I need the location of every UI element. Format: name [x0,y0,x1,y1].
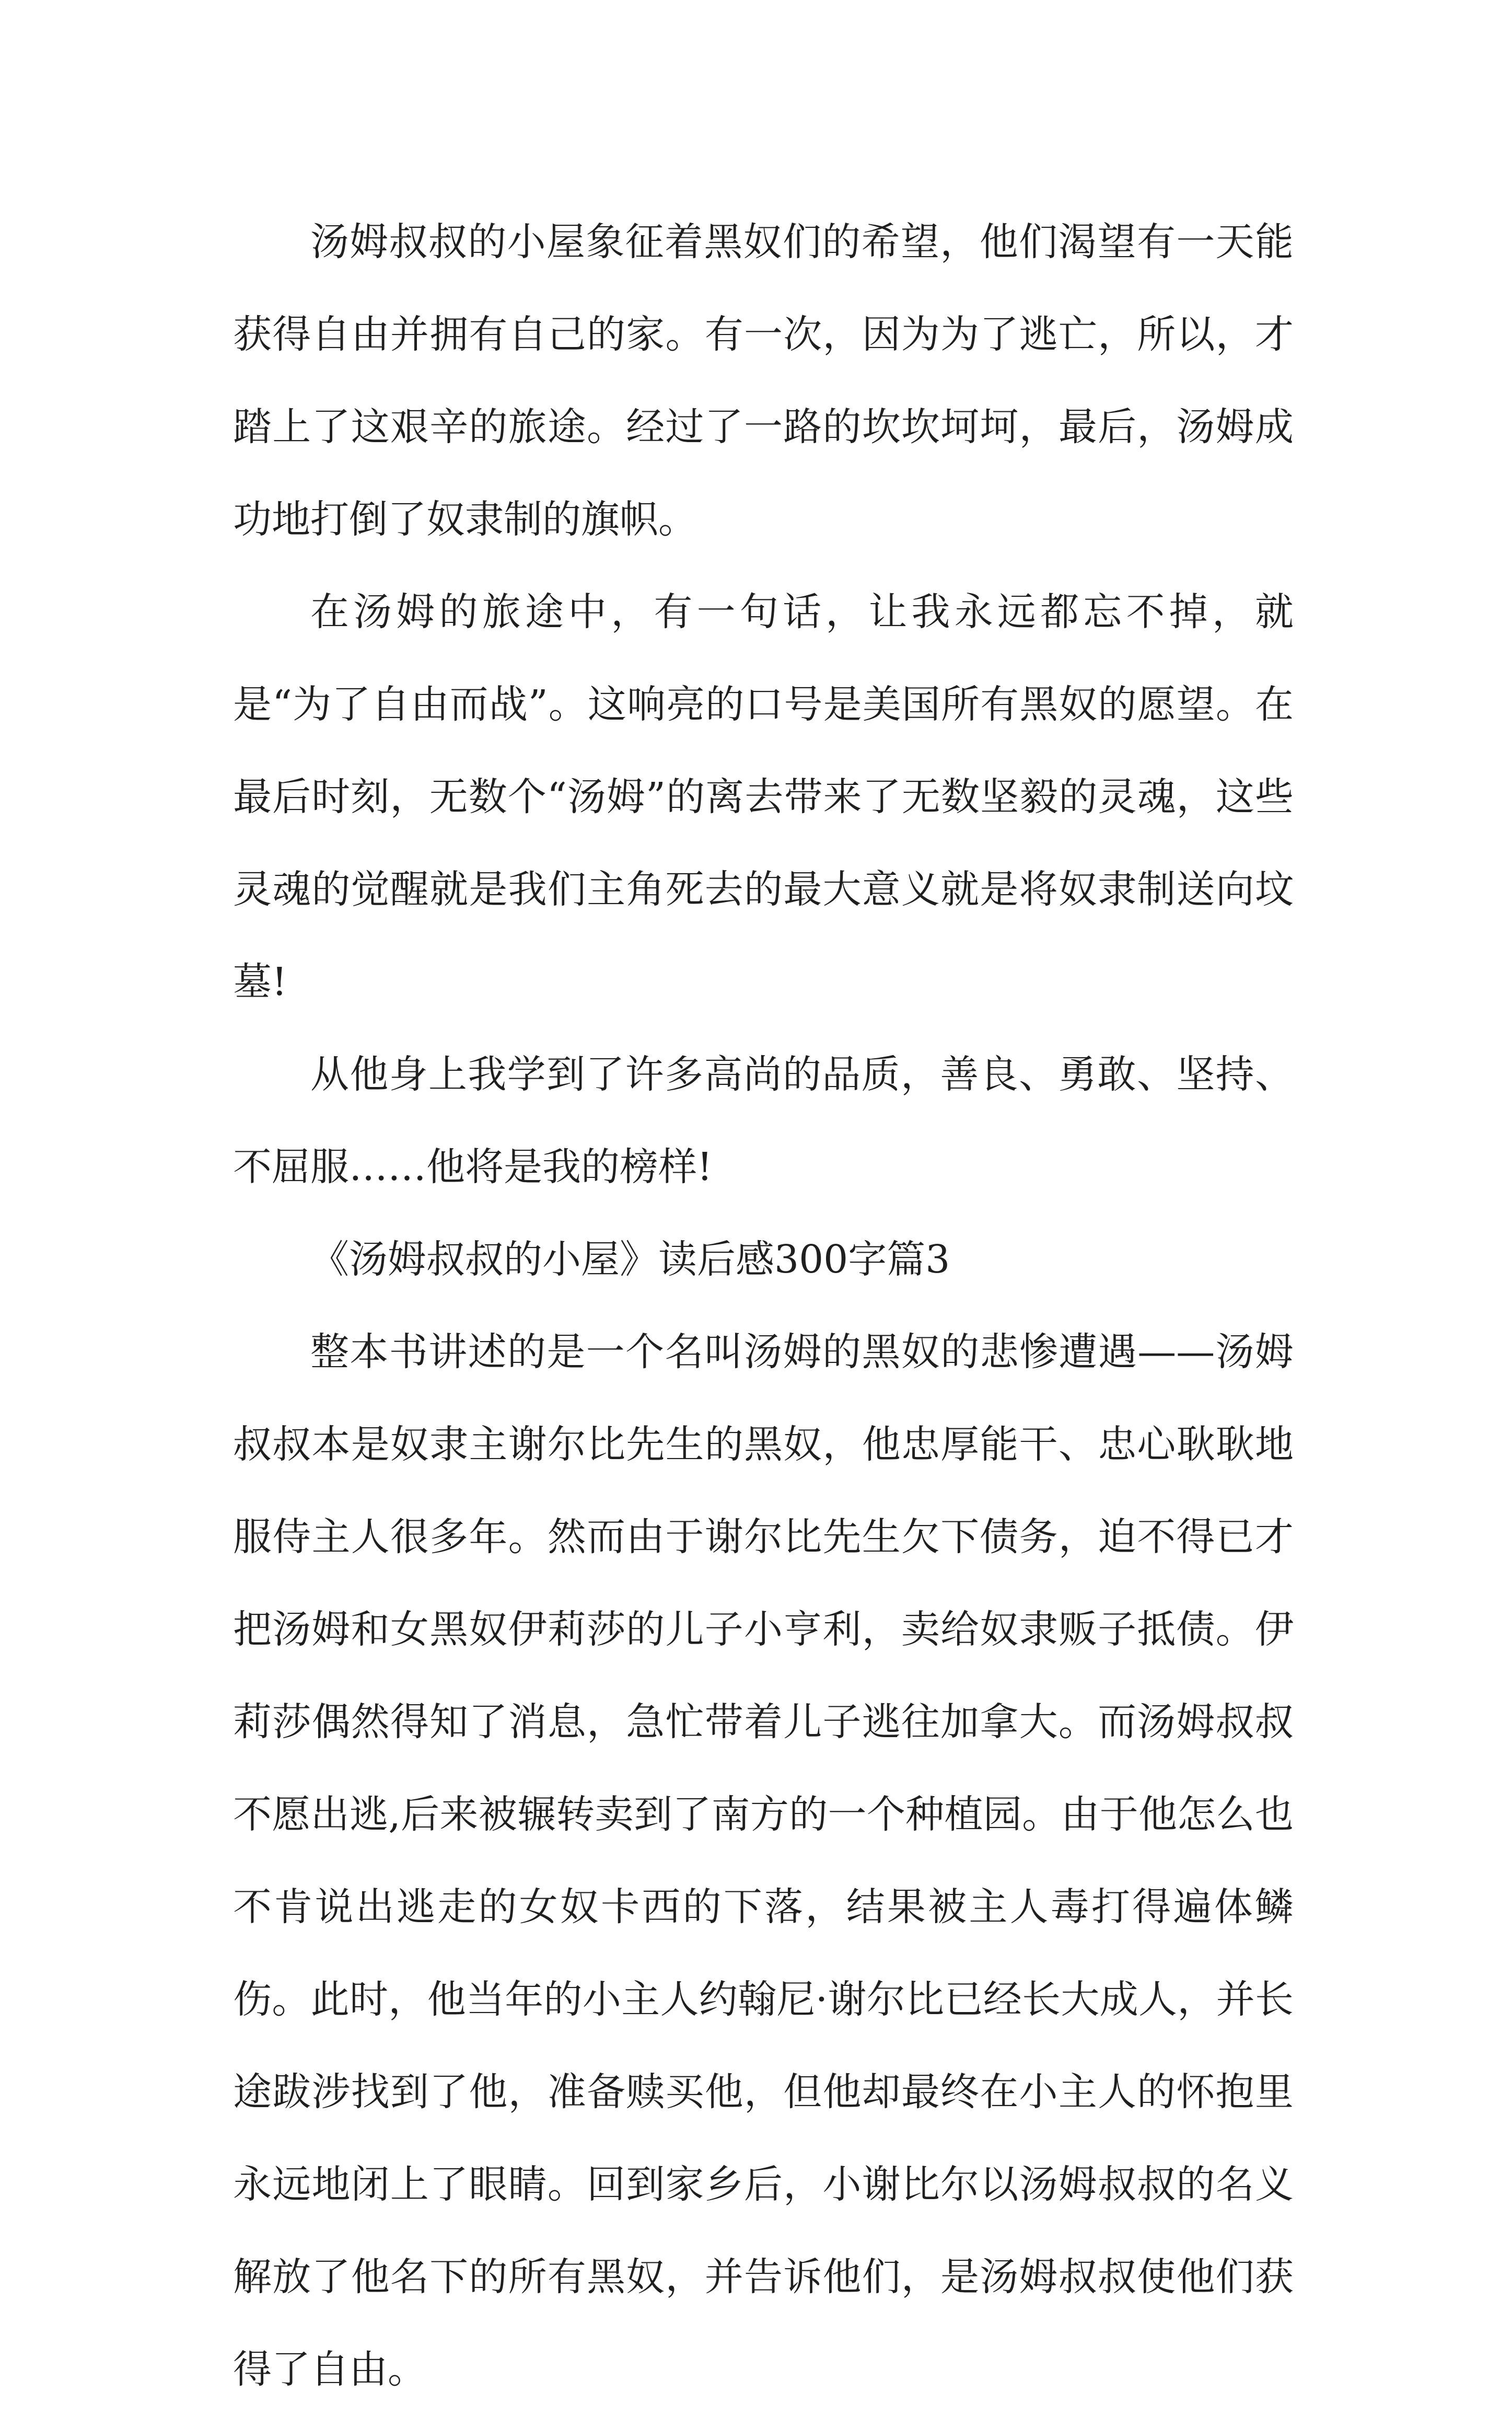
paragraph-fight-for-freedom: 在汤姆的旅途中，有一句话，让我永远都忘不掉，就是“为了自由而战”。这响亮的口号是美国所有黑奴的愿望。在最后时刻，无数个“汤姆”的离去带来了无数坚毅的灵魂，这些灵魂的觉醒就是我们主角死去的最大意义就是将奴隶制送向坟墓! [233,589,1294,1004]
paragraph-role-model: 从他身上我学到了许多高尚的品质，善良、勇敢、坚持、不屈服……他将是我的榜样! [233,1052,1294,1189]
document-body [233,196,1294,2416]
paragraph-story-summary: 整本书讲述的是一个名叫汤姆的黑奴的悲惨遭遇——汤姆叔叔本是奴隶主谢尔比先生的黑奴，他忠厚能干、忠心耿耿地服侍主人很多年。然而由于谢尔比先生欠下债务，迫不得已才把汤姆和女黑奴伊莉莎的儿子小亨利，卖给奴隶贩子抵债。伊莉莎偶然得知了消息，急忙带着儿子逃往加拿大。而汤姆叔叔不愿出逃,后来被辗转卖到了南方的一个种植园。由于他怎么也不肯说出逃走的女奴卡西的下落，结果被主人毒打得遍体鳞伤。此时，他当年的小主人约翰尼·谢尔比已经长大成人，并长途跋涉找到了他，准备赎买他，但他却最终在小主人的怀抱里永远地闭上了眼睛。回到家乡后，小谢比尔以汤姆叔叔的名义解放了他名下的所有黑奴，并告诉他们，是汤姆叔叔使他们获得了自由。 [233,1330,1294,2392]
section-heading: 《汤姆叔叔的小屋》读后感300字篇3 [310,1237,950,1282]
paragraph-cabin-symbol: 汤姆叔叔的小屋象征着黑奴们的希望，他们渴望有一天能获得自由并拥有自己的家。有一次，因为为了逃亡，所以，才踏上了这艰辛的旅途。经过了一路的坎坎坷坷，最后，汤姆成功地打倒了奴隶制的旗帜。 [233,219,1294,542]
